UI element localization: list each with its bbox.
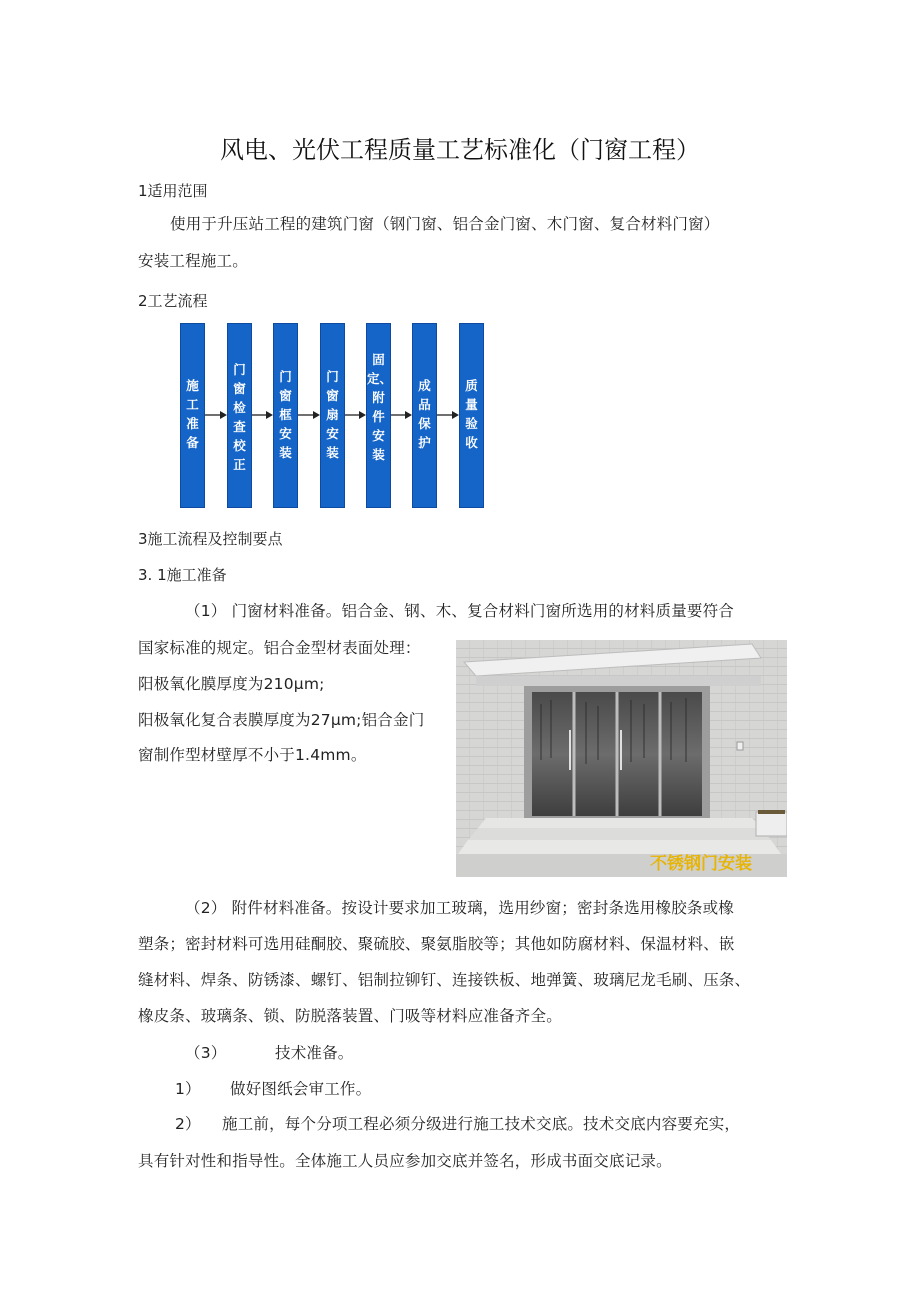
flow-step-4 xyxy=(320,323,345,508)
flow-step-label: 施工准备 xyxy=(186,378,199,450)
photo-caption: 不锈钢门安装 xyxy=(650,854,752,874)
flow-step-1 xyxy=(180,323,205,508)
para-1-line-5: 窗制作型材壁厚不小于1.4mm。 xyxy=(138,746,367,764)
para-2-line-2: 塑条；密封材料可选用硅酮胶、聚硫胶、聚氨脂胶等；其他如防腐材料、保温材料、嵌 xyxy=(138,935,735,953)
flow-arrow-icon xyxy=(345,409,366,421)
flow-step-label: 固定、附件安装 xyxy=(367,352,393,462)
flow-step-2 xyxy=(227,323,252,508)
para-1-line-2: 国家标准的规定。铝合金型材表面处理： xyxy=(138,639,421,657)
para-2-line-1: （2） 附件材料准备。按设计要求加工玻璃，选用纱窗；密封条选用橡胶条或橡 xyxy=(185,899,734,917)
door-installation-photo xyxy=(456,640,787,877)
page-title: 风电、光伏工程质量工艺标准化（门窗工程） xyxy=(220,136,700,164)
para-3-text: 技术准备。 xyxy=(275,1044,354,1062)
section-1-text-line-1: 使用于升压站工程的建筑门窗（钢门窗、铝合金门窗、木门窗、复合材料门窗） xyxy=(170,215,720,233)
item-1-number: 1） xyxy=(175,1080,201,1098)
para-1-line-1: （1） 门窗材料准备。铝合金、钢、木、复合材料门窗所选用的材料质量要符合 xyxy=(185,602,734,620)
flow-step-7 xyxy=(459,323,484,508)
para-1-line-3: 阳极氧化膜厚度为210μm; xyxy=(138,675,325,693)
flow-step-label: 成品保护 xyxy=(418,378,431,450)
flow-step-3 xyxy=(273,323,298,508)
item-2-line-2: 具有针对性和指导性。全体施工人员应参加交底并签名，形成书面交底记录。 xyxy=(138,1152,672,1170)
flow-step-label: 门窗框安装 xyxy=(279,369,292,460)
para-3-number: （3） xyxy=(185,1044,227,1062)
section-2-heading: 2工艺流程 xyxy=(138,292,208,310)
flow-arrow-icon xyxy=(437,409,459,421)
flow-arrow-icon xyxy=(252,409,273,421)
section-3-heading: 3施工流程及控制要点 xyxy=(138,530,283,548)
item-2-number: 2） xyxy=(175,1115,201,1133)
section-3-1-heading: 3. 1施工准备 xyxy=(138,566,227,584)
para-1-line-4: 阳极氧化复合表膜厚度为27μm;铝合金门 xyxy=(138,711,425,729)
section-1-heading: 1适用范围 xyxy=(138,182,208,200)
flow-arrow-icon xyxy=(298,409,320,421)
flow-arrow-icon xyxy=(205,409,227,421)
item-2-line-1: 施工前，每个分项工程必须分级进行施工技术交底。技术交底内容要充实， xyxy=(222,1115,741,1133)
flow-step-6 xyxy=(412,323,437,508)
flow-arrow-icon xyxy=(391,409,412,421)
door-photo-illustration xyxy=(456,640,787,877)
section-1-text-line-2: 安装工程施工。 xyxy=(138,252,248,270)
para-2-line-4: 橡皮条、玻璃条、锁、防脱落装置、门吸等材料应准备齐全。 xyxy=(138,1007,562,1025)
item-1-text: 做好图纸会审工作。 xyxy=(230,1080,372,1098)
flow-step-5 xyxy=(366,323,391,508)
para-2-line-3: 缝材料、焊条、防锈漆、螺钉、铝制拉铆钉、连接铁板、地弹簧、玻璃尼龙毛刷、压条、 xyxy=(138,971,751,989)
flow-step-label: 门窗检查校正 xyxy=(233,362,246,472)
flow-step-label: 门窗扇安装 xyxy=(326,369,339,460)
flow-step-label: 质量验收 xyxy=(465,378,478,450)
